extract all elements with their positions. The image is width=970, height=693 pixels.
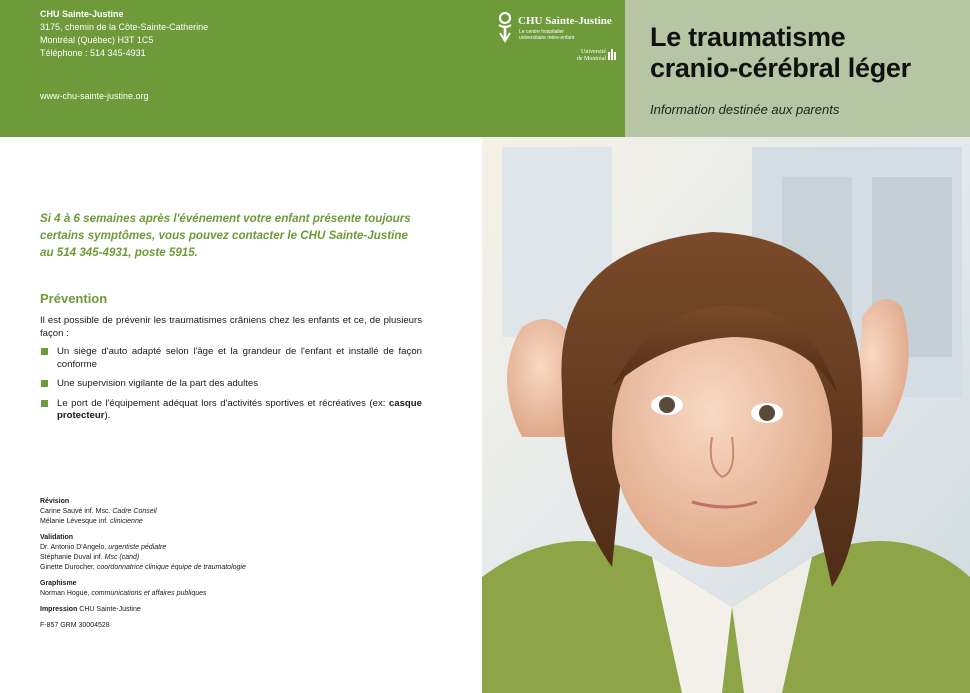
credit-name: Norman Hogue,: [40, 590, 92, 597]
credits-block: [40, 497, 246, 631]
credit-line: [40, 553, 246, 563]
list-item: [40, 378, 422, 391]
list-item: [40, 398, 422, 423]
bullet-text: Le port de l'équipement adéquat lors d'activités sportives et récréatives (ex:: [57, 397, 389, 409]
graphisme-heading: Graphisme: [40, 580, 77, 587]
logo-brand: CHU Sainte-Justine: [518, 15, 612, 27]
impression-heading: Impression: [40, 606, 78, 613]
hospital-name: CHU Sainte-Justine: [40, 9, 124, 19]
city-postal: Montréal (Québec) H3T 1C5: [40, 35, 154, 45]
graphisme-group: [40, 579, 246, 599]
credit-line: [40, 507, 246, 517]
credit-line: [40, 543, 246, 553]
credit-role: Msc (cand): [104, 554, 140, 561]
credit-role: urgentiste pédiatre: [108, 544, 167, 551]
credit-role: coordonnatrice clinique équipe de traumatologie: [96, 564, 246, 571]
credit-name: Carine Sauvé inf. Msc.: [40, 508, 113, 515]
credit-line: [40, 605, 246, 615]
contact-callout: [40, 210, 440, 261]
document-code: F-857 GRM 30004528: [40, 622, 110, 629]
prevention-list: [40, 346, 422, 430]
bullet-square-icon: [41, 348, 48, 355]
chu-logo-icon: [494, 11, 516, 47]
bullet-text: Un siège d'auto adapté selon l'âge et la grandeur de l'enfant et installé de façon conforme: [57, 346, 422, 370]
address-block: [40, 8, 208, 60]
credit-name: Mélanie Lévesque inf.: [40, 518, 111, 525]
credit-line: [40, 589, 246, 599]
udm-line2: de Montréal: [576, 56, 606, 62]
credit-name: Stéphanie Duval inf.: [40, 554, 105, 561]
credit-role: Cadre Conseil: [112, 508, 157, 515]
udm-wordmark: [564, 49, 606, 63]
bullet-square-icon: [41, 400, 48, 407]
callout-line-1: Si 4 à 6 semaines après l'événement votre enfant présente toujours: [40, 212, 411, 225]
chu-logo: [494, 11, 619, 71]
impression-value: CHU Sainte-Justine: [77, 606, 141, 613]
credit-name: Dr. Antonio D'Angelo,: [40, 544, 109, 551]
credit-role: communications et affaires publiques: [91, 590, 207, 597]
page-subtitle: Information destinée aux parents: [650, 102, 840, 117]
street-address: 3175, chemin de la Côte-Sainte-Catherine: [40, 22, 209, 32]
child-photo: [482, 137, 970, 693]
callout-line-2: certains symptômes, vous pouvez contacter le CHU Sainte-Justine: [40, 229, 408, 242]
title-line-2: cranio-cérébral léger: [650, 53, 911, 83]
credit-line: [40, 517, 246, 527]
callout-line-3: au 514 345-4931, poste 5915.: [40, 246, 198, 259]
page-title: [650, 22, 911, 84]
impression-group: [40, 605, 246, 615]
udm-logo-icon: [608, 49, 616, 60]
validation-heading: Validation: [40, 534, 74, 541]
bullet-emphasis: casque protecteur: [57, 397, 422, 421]
bullet-text: Une supervision vigilante de la part des adultes: [57, 378, 259, 389]
prevention-intro: Il est possible de prévenir les traumatismes crâniens chez les enfants et ce, de plusieurs façon :: [40, 315, 422, 339]
revision-group: [40, 497, 246, 527]
credit-line: [40, 563, 246, 573]
bullet-end: ).: [104, 410, 111, 421]
credit-role: clinicienne: [110, 518, 143, 525]
revision-heading: Révision: [40, 498, 70, 505]
phone-number: Téléphone : 514 345-4931: [40, 48, 146, 58]
prevention-heading: Prévention: [40, 291, 108, 306]
credit-name: Ginette Durocher,: [40, 564, 97, 571]
logo-tagline: Le centre hospitalier universitaire mère-enfant: [519, 29, 575, 41]
title-line-1: Le traumatisme: [650, 22, 846, 52]
website-link[interactable]: www-chu-sainte-justine.org: [40, 91, 149, 101]
list-item: [40, 346, 422, 371]
udm-line1: Université: [581, 49, 606, 55]
validation-group: [40, 533, 246, 573]
bullet-square-icon: [41, 380, 48, 387]
